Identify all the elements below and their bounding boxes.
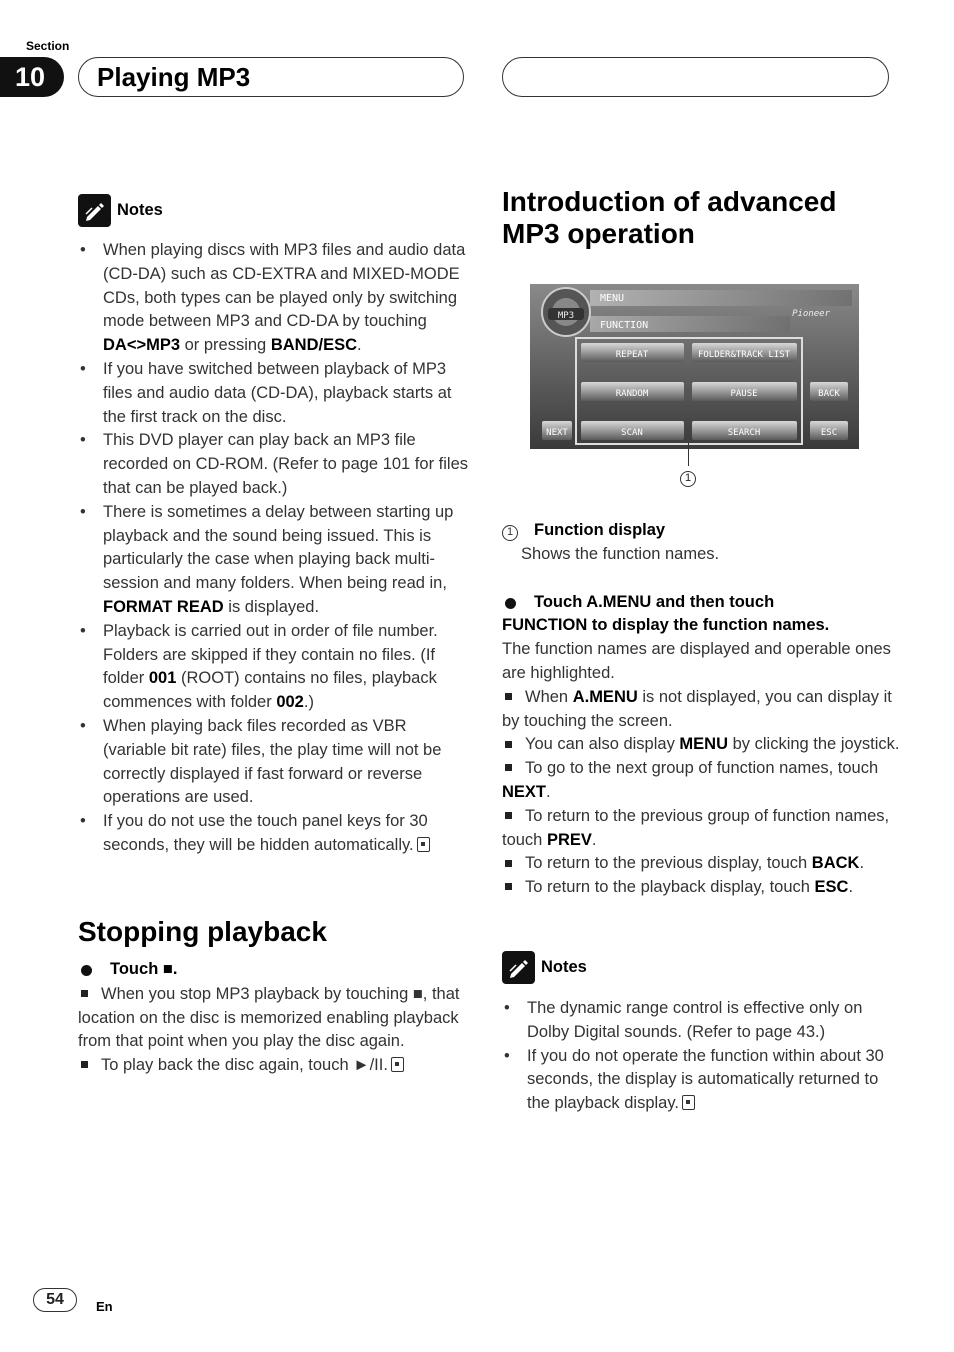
chapter-title: Playing MP3	[78, 57, 464, 97]
notes-label: Notes	[541, 957, 587, 976]
list-item: • When playing back files recorded as VBR (variable bit rate) files, the play time will not be correctly displayed if fast forward or reverse operations are used.	[78, 715, 468, 810]
svg-text:RANDOM: RANDOM	[615, 389, 649, 399]
svg-text:SEARCH: SEARCH	[727, 428, 761, 438]
svg-text:BACK: BACK	[818, 389, 840, 399]
notes-heading-right	[502, 951, 902, 984]
svg-text:FOLDER&TRACK LIST: FOLDER&TRACK LIST	[697, 350, 791, 360]
list-item: • If you have switched between playback of MP3 files and audio data (CD-DA), playback starts at the first track on the disc.	[78, 358, 468, 429]
svg-text:FUNCTION: FUNCTION	[600, 320, 649, 331]
list-item: • When playing discs with MP3 files and audio data (CD-DA) such as CD-EXTRA and MIXED-MODE CDs, both types can be played only by switching mode between MP3 and CD-DA by touching DA<>MP3 or pressing BAND/ESC.	[78, 239, 468, 358]
intro-sub: To go to the next group of function names, touch NEXT.	[502, 759, 879, 801]
pencil-icon	[502, 951, 535, 984]
list-item: • If you do not operate the function within about 30 seconds, the display is automatically returned to the playback display.	[502, 1045, 902, 1116]
svg-text:PAUSE: PAUSE	[730, 389, 758, 399]
list-item: • There is sometimes a delay between starting up playback and the sound being issued. This is particularly the case when playing back multi-session and many folders. When being read in, FORMAT READ is displayed.	[78, 501, 468, 620]
stopping-step: Touch ■.	[78, 958, 468, 982]
list-item: • The dynamic range control is effective only on Dolby Digital sounds. (Refer to page 43.)	[502, 997, 902, 1045]
svg-text:SCAN: SCAN	[621, 428, 643, 438]
end-mark-icon	[417, 837, 430, 852]
intro-heading: Introduction of advanced MP3 operation	[502, 186, 837, 249]
intro-sub: When A.MENU is not displayed, you can display it by touching the screen.	[502, 687, 892, 730]
intro-sub: You can also display MENU by clicking the joystick.	[502, 733, 902, 757]
intro-sub: To return to the previous display, touch BACK.	[502, 852, 902, 876]
left-column	[78, 194, 468, 858]
notes-list-left	[78, 239, 468, 858]
intro-sub: To return to the playback display, touch ESC.	[502, 876, 902, 900]
svg-text:Pioneer: Pioneer	[792, 309, 830, 319]
svg-text:MENU: MENU	[600, 293, 625, 304]
list-item: • If you do not use the touch panel keys for 30 seconds, they will be hidden automatically.	[78, 810, 468, 858]
intro-step-line1: Touch A.MENU and then touch	[502, 591, 902, 615]
svg-text:NEXT: NEXT	[546, 428, 568, 438]
stopping-sub2: To play back the disc again, touch ►/II.	[78, 1054, 468, 1078]
callout-leader-line	[688, 443, 689, 466]
intro-step-line2: FUNCTION to display the function names.	[502, 616, 830, 635]
section-label: Section	[26, 39, 70, 53]
end-mark-icon	[682, 1095, 695, 1110]
intro-sub: To return to the previous group of function names, touch PREV.	[502, 806, 890, 849]
right-notes	[502, 951, 902, 1116]
stopping-heading: Stopping playback	[78, 916, 327, 947]
notes-label: Notes	[117, 200, 163, 219]
svg-text:ESC: ESC	[820, 428, 838, 438]
header-empty-pill	[502, 57, 889, 97]
callout-legend: 1 Function display	[502, 519, 902, 543]
stopping-section	[78, 916, 468, 1078]
intro-body	[502, 519, 902, 900]
list-item: • Playback is carried out in order of file number. Folders are skipped if they contain no files. (If folder 001 (ROOT) contains no files, playback commences with folder 002.)	[78, 620, 468, 715]
function-display-screenshot	[530, 284, 859, 449]
list-item: • This DVD player can play back an MP3 file recorded on CD-ROM. (Refer to page 101 for files that can be played back.)	[78, 429, 468, 500]
pencil-icon	[78, 194, 111, 227]
section-number: 10	[0, 57, 64, 97]
page-language: En	[96, 1299, 113, 1314]
callout-description: Shows the function names.	[521, 544, 720, 563]
stopping-sub1: When you stop MP3 playback by touching ■, that location on the disc is memorized enabling playback from that point when you play the disc again.	[78, 984, 460, 1051]
svg-text:REPEAT: REPEAT	[615, 350, 649, 360]
callout-marker: 1	[680, 468, 696, 487]
page-number: 54	[33, 1288, 77, 1312]
notes-heading-left	[78, 194, 468, 227]
end-mark-icon	[391, 1057, 404, 1072]
svg-text:MP3: MP3	[557, 311, 575, 321]
notes-list-right	[502, 997, 902, 1116]
intro-step-desc: The function names are displayed and operable ones are highlighted.	[502, 640, 891, 682]
